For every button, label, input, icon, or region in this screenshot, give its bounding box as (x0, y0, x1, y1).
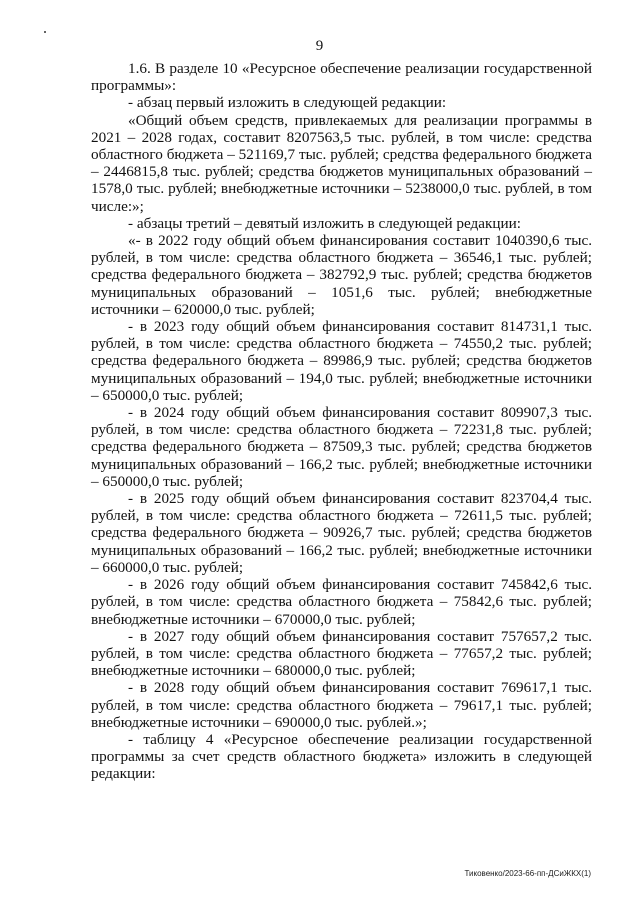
paragraph-year-2022: «- в 2022 году общий объем финансирования составит 1040390,6 тыс. рублей, в том числе: средства областного бюджета – 36546,1 тыс. рублей; средства федерального бюджета – 382792,9 тыс. рублей; средства бюджетов муниципальных образований – 1051,6 тыс. рублей; внебюджетные источники – 620000,0 тыс. рублей; (91, 232, 592, 318)
paragraph-year-2025: - в 2025 году общий объем финансирования составит 823704,4 тыс. рублей, в том числе: средства областного бюджета – 72611,5 тыс. рублей; средства федерального бюджета – 90926,7 тыс. рублей; средства бюджетов муниципальных образований – 166,2 тыс. рублей; внебюджетные источники – 660000,0 тыс. рублей; (91, 490, 592, 576)
scan-speck (44, 31, 46, 33)
paragraph-year-2023: - в 2023 году общий объем финансирования составит 814731,1 тыс. рублей, в том числе: средства областного бюджета – 74550,2 тыс. рублей; средства федерального бюджета – 89986,9 тыс. рублей; средства бюджетов муниципальных образований – 194,0 тыс. рублей; внебюджетные источники – 650000,0 тыс. рублей; (91, 318, 592, 404)
paragraph-year-2027: - в 2027 году общий объем финансирования составит 757657,2 тыс. рублей, в том числе: средства областного бюджета – 77657,2 тыс. рублей; внебюджетные источники – 680000,0 тыс. рублей; (91, 627, 592, 680)
document-body (91, 60, 592, 783)
paragraph-instruction-third-ninth: - абзацы третий – девятый изложить в следующей редакции: (128, 214, 521, 232)
document-footer-code: Тиковенко/2023-66-пп-ДСиЖКХ(1) (464, 869, 591, 878)
paragraph-total-funding: «Общий объем средств, привлекаемых для реализации программы в 2021 – 2028 годах, составит 8207563,5 тыс. рублей, в том числе: средства областного бюджета – 521169,7 тыс. рублей; средства федерального бюджета – 2446815,8 тыс. рублей; средства бюджетов муниципальных образований – 1578,0 тыс. рублей; внебюджетные источники – 5238000,0 тыс. рублей, в том числе:»; (91, 111, 592, 215)
paragraph-instruction-first: - абзац первый изложить в следующей редакции: (128, 94, 447, 112)
paragraph-table-4-instruction: - таблицу 4 «Ресурсное обеспечение реализации государственной программы за счет средств областного бюджета» изложить в следующей редакции: (91, 730, 592, 783)
paragraph-section-heading: 1.6. В разделе 10 «Ресурсное обеспечение реализации государственной программы»: (91, 60, 592, 95)
paragraph-year-2026: - в 2026 году общий объем финансирования составит 745842,6 тыс. рублей, в том числе: средства областного бюджета – 75842,6 тыс. рублей; внебюджетные источники – 670000,0 тыс. рублей; (91, 576, 592, 628)
page-number: 9 (315, 38, 324, 54)
paragraph-year-2024: - в 2024 году общий объем финансирования составит 809907,3 тыс. рублей, в том числе: средства областного бюджета – 72231,8 тыс. рублей; средства федерального бюджета – 87509,3 тыс. рублей; средства бюджетов муниципальных образований – 166,2 тыс. рублей; внебюджетные источники – 650000,0 тыс. рублей; (91, 404, 592, 490)
paragraph-year-2028: - в 2028 году общий объем финансирования составит 769617,1 тыс. рублей, в том числе: средства областного бюджета – 79617,1 тыс. рублей; внебюджетные источники – 690000,0 тыс. рублей.»; (91, 679, 592, 731)
